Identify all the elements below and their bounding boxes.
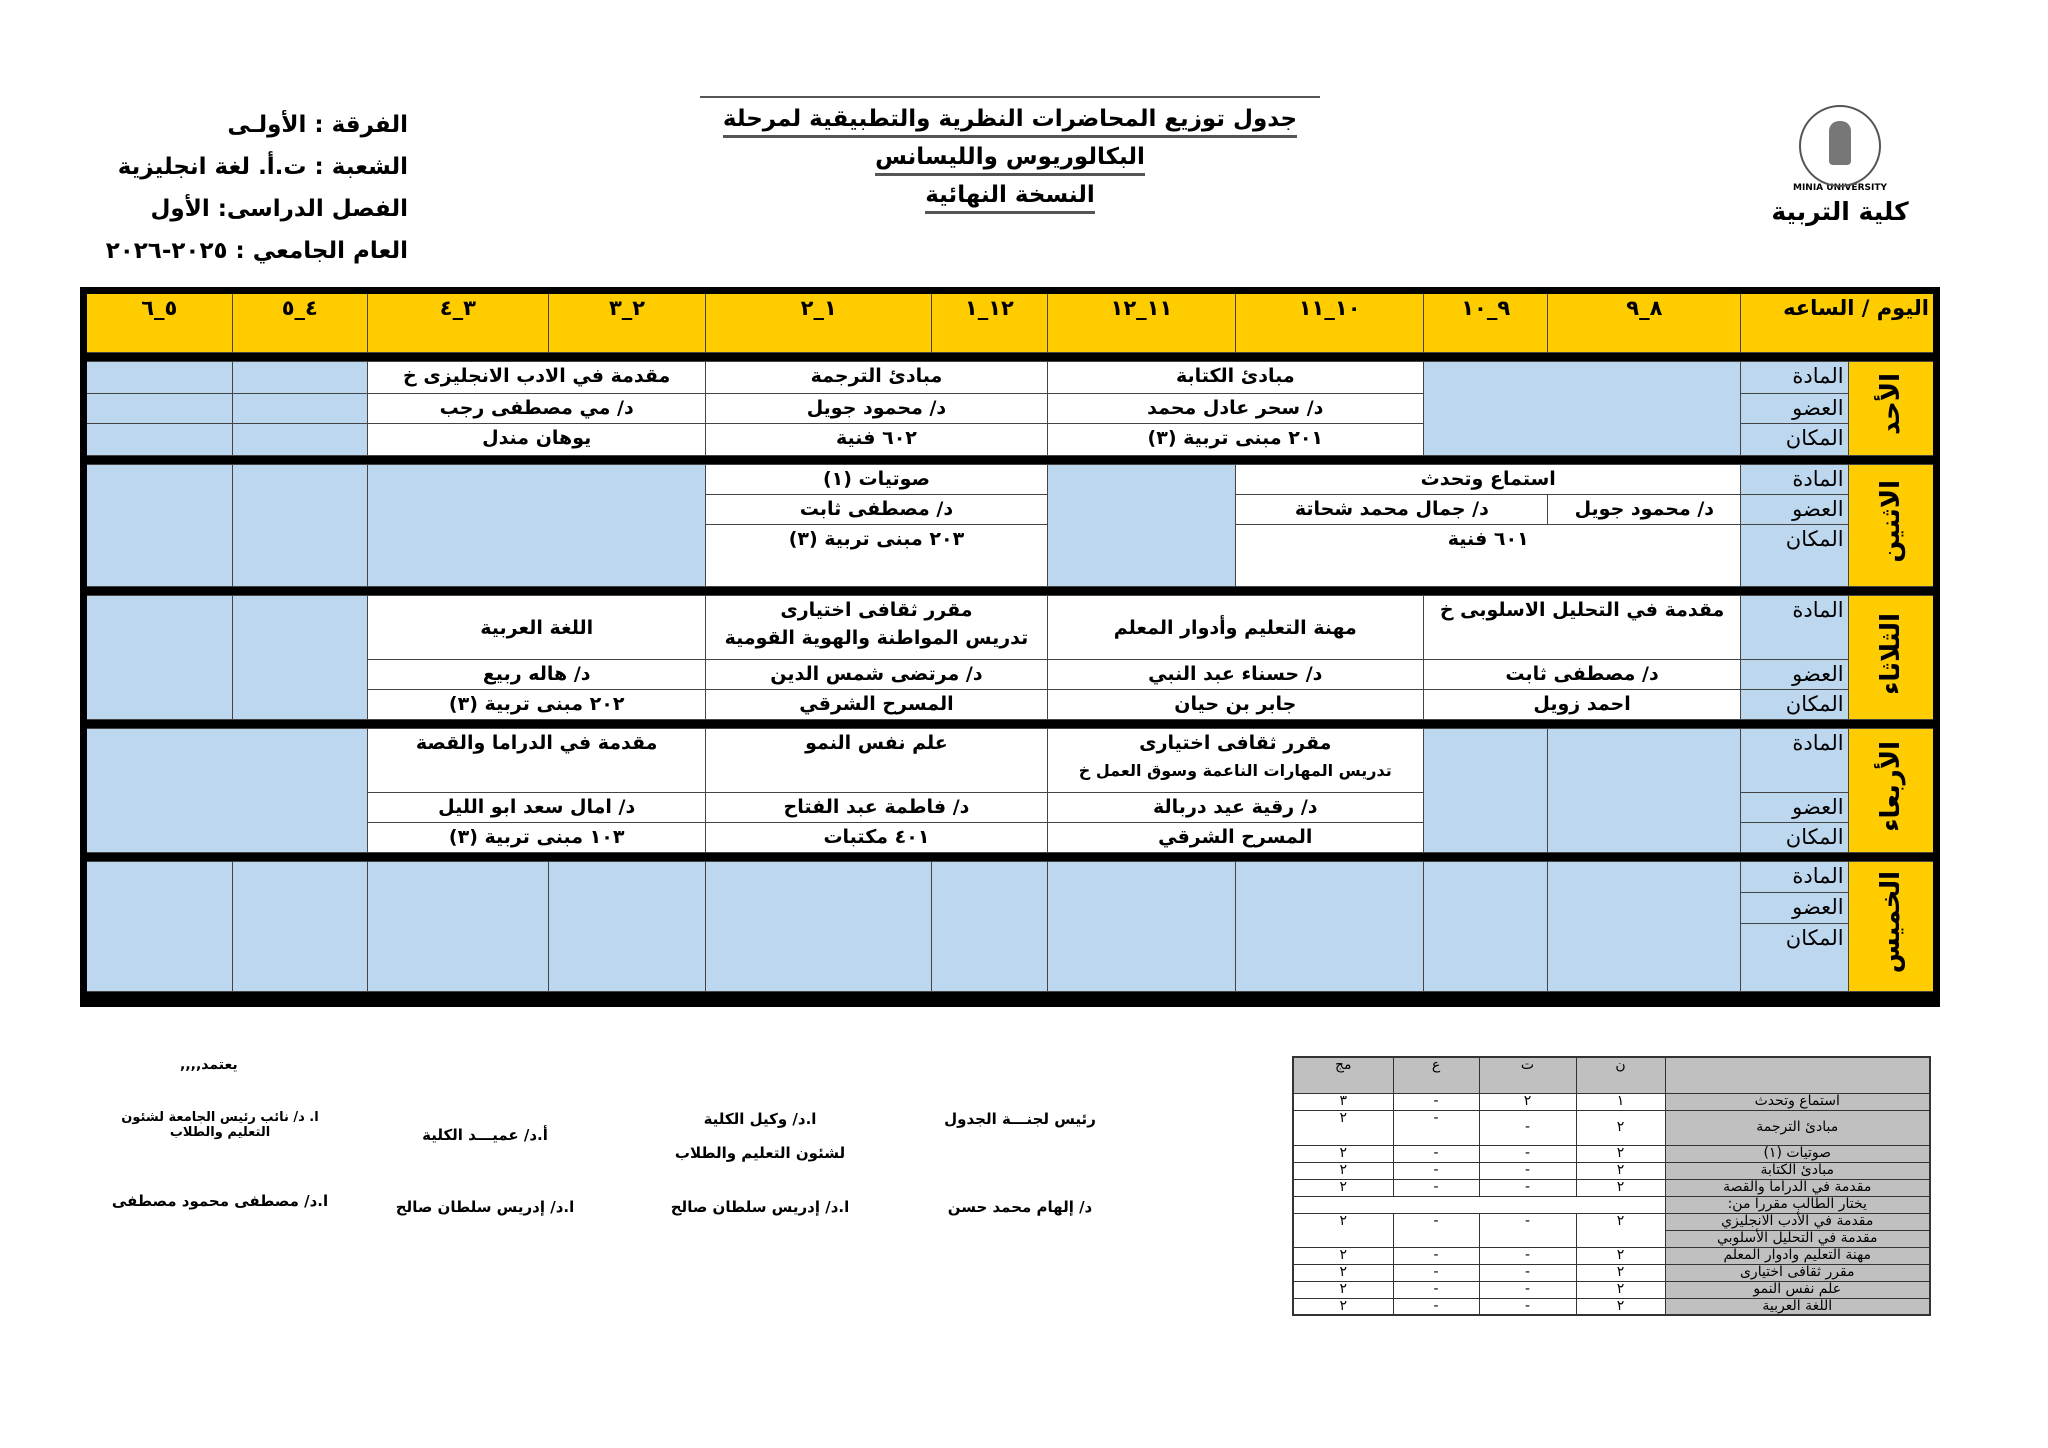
signature-block <box>100 1110 340 1209</box>
subject-cell: صوتيات (١) <box>706 465 1047 495</box>
subject-cell: مقدمة في الادب الانجليزى خ <box>368 362 706 394</box>
credit-row <box>1293 1110 1930 1145</box>
empty-slot <box>84 862 233 992</box>
credit-row <box>1293 1162 1930 1179</box>
day-thursday <box>1848 862 1936 992</box>
empty-slot <box>1047 465 1236 587</box>
credit-row <box>1293 1298 1930 1315</box>
course-name: مقدمة في التحليل الأسلوبي <box>1665 1230 1930 1247</box>
schedule-table <box>80 287 1940 1007</box>
theory: ٢ <box>1576 1264 1665 1281</box>
practical: - <box>1393 1247 1479 1264</box>
practical: - <box>1393 1264 1479 1281</box>
signature-name: ا.د/ إدريس سلطان صالح <box>395 1198 575 1216</box>
hours-header-row <box>84 291 1937 353</box>
place-cell: ٤٠١ مكتبات <box>706 823 1047 853</box>
subject-cell: مهنة التعليم وأدوار المعلم <box>1047 596 1423 660</box>
header-total: مج <box>1293 1057 1393 1093</box>
hour-header: ٢_٣ <box>548 291 706 353</box>
place-cell: ٢٠١ مبنى تربية (٣) <box>1047 424 1423 456</box>
row-label-member: العضو <box>1741 893 1848 924</box>
row-separator <box>84 456 1937 465</box>
row-label-member: العضو <box>1741 394 1848 424</box>
member-cell: د/ هاله ربيع <box>368 660 706 690</box>
member-cell: د/ مصطفى ثابت <box>1423 660 1740 690</box>
exercise: - <box>1479 1264 1576 1281</box>
total: ٢ <box>1293 1110 1393 1145</box>
total: ٢ <box>1293 1145 1393 1162</box>
empty-slot <box>232 424 368 456</box>
row-label-place: المكان <box>1741 924 1848 992</box>
document-info <box>106 104 408 272</box>
credit-row <box>1293 1247 1930 1264</box>
total: ٢ <box>1293 1162 1393 1179</box>
subject-cell <box>1047 729 1423 793</box>
row-label-subject: المادة <box>1741 465 1848 495</box>
member-cell: د/ سحر عادل محمد <box>1047 394 1423 424</box>
place-cell: ٦٠٢ فنية <box>706 424 1047 456</box>
monday-subject-row <box>84 465 1937 495</box>
subject-name: مقرر ثقافى اختيارى <box>780 599 973 621</box>
exercise: - <box>1479 1162 1576 1179</box>
exercise: - <box>1479 1281 1576 1298</box>
theory: ٢ <box>1576 1145 1665 1162</box>
day-name: الثلاثاء <box>1875 612 1906 695</box>
empty-slot <box>84 362 233 394</box>
member-cell: د/ مصطفى ثابت <box>706 495 1047 525</box>
logo-text: MINIA UNIVERSITY <box>1792 183 1887 193</box>
signature-name: ا.د/ مصطفى محمود مصطفى <box>111 1192 329 1210</box>
row-label-subject: المادة <box>1741 862 1848 893</box>
hour-header: ٥_٦ <box>84 291 233 353</box>
theory: ٢ <box>1576 1247 1665 1264</box>
empty-slot <box>368 862 549 992</box>
theory: ٢ <box>1576 1179 1665 1196</box>
empty-slot <box>706 862 932 992</box>
empty-slot <box>232 362 368 394</box>
thursday-subject-row <box>84 862 1937 893</box>
hour-header: ١٢_١ <box>932 291 1047 353</box>
faculty-name: كلية التربية <box>1771 197 1909 226</box>
nefertiti-emblem-icon <box>1799 105 1881 187</box>
semester: الفصل الدراسى: الأول <box>150 196 408 222</box>
day-name: الاثنين <box>1875 480 1906 563</box>
university-logo <box>1770 105 1910 226</box>
member-cell: د/ حسناء عبد النبي <box>1047 660 1423 690</box>
row-label-place: المكان <box>1741 424 1848 456</box>
row-label-place: المكان <box>1741 690 1848 720</box>
hour-header: ١٠_١١ <box>1236 291 1424 353</box>
total: ٣ <box>1293 1093 1393 1110</box>
place-cell: احمد زويل <box>1423 690 1740 720</box>
credit-row <box>1293 1213 1930 1230</box>
place-cell: ٢٠٣ مبنى تربية (٣) <box>706 525 1047 587</box>
signature-title-line-2: لشئون التعليم والطلاب <box>674 1144 846 1162</box>
practical: - <box>1393 1298 1479 1315</box>
day-name: الأحد <box>1875 373 1906 436</box>
signature-title: أ.د/ عميـــد الكلية <box>422 1126 548 1144</box>
day-monday <box>1848 465 1936 587</box>
place-cell: المسرح الشرقي <box>1047 823 1423 853</box>
hour-header: ٩_١٠ <box>1423 291 1547 353</box>
approval-label: يعتمد,,,, <box>180 1057 238 1073</box>
title-line-3: النسخة النهائية <box>925 182 1095 214</box>
division: الشعبة : ت.أ. لغة انجليزية <box>117 154 408 180</box>
row-separator <box>84 853 1937 862</box>
course-name: مبادئ الكتابة <box>1665 1162 1930 1179</box>
row-label-subject: المادة <box>1741 729 1848 793</box>
empty-slot <box>232 465 368 587</box>
signature-block <box>365 1126 605 1216</box>
header-theory: ن <box>1576 1057 1665 1093</box>
theory: ٢ <box>1576 1281 1665 1298</box>
credit-row <box>1293 1196 1930 1213</box>
subject-note: تدريس المواطنة والهوية القومية <box>724 627 1029 649</box>
signature-title-line-2: التعليم والطلاب <box>169 1125 271 1140</box>
empty-slot <box>1236 862 1424 992</box>
total: ٢ <box>1293 1179 1393 1196</box>
empty-slot <box>1423 862 1547 992</box>
row-separator <box>84 992 1937 1004</box>
exercise: - <box>1479 1179 1576 1196</box>
practical: - <box>1393 1281 1479 1298</box>
hour-header: ١_٢ <box>706 291 932 353</box>
title-line-2: البكالوريوس والليسانس <box>875 144 1145 176</box>
practical: - <box>1393 1145 1479 1162</box>
row-label-place: المكان <box>1741 525 1848 587</box>
course-name: مقرر ثقافى اختيارى <box>1665 1264 1930 1281</box>
exercise: - <box>1479 1110 1576 1145</box>
empty-slot <box>548 862 706 992</box>
empty-slot <box>84 424 233 456</box>
hour-header: ٣_٤ <box>368 291 549 353</box>
subject-cell: مقدمة في التحليل الاسلوبى خ <box>1423 596 1740 660</box>
course-name: استماع وتحدث <box>1665 1093 1930 1110</box>
subject-cell: اللغة العربية <box>368 596 706 660</box>
subject-note: تدريس المهارات الناعمة وسوق العمل خ <box>1078 761 1392 780</box>
row-label-member: العضو <box>1741 495 1848 525</box>
credit-header-row <box>1293 1057 1930 1093</box>
course-name: يختار الطالب مقررا من: <box>1665 1196 1930 1213</box>
exercise: - <box>1479 1298 1576 1315</box>
blank <box>1293 1196 1665 1213</box>
hour-header: ٤_٥ <box>232 291 368 353</box>
signature-title: ا. د/ نائب رئيس الجامعة لشئون <box>121 1110 319 1125</box>
signature-title: رئيس لجنـــة الجدول <box>944 1110 1096 1128</box>
empty-slot <box>1423 362 1740 456</box>
course-name: مهنة التعليم وادوار المعلم <box>1665 1247 1930 1264</box>
place-cell: ١٠٣ مبنى تربية (٣) <box>368 823 706 853</box>
practical: - <box>1393 1093 1479 1110</box>
total: ٢ <box>1293 1281 1393 1298</box>
document-title <box>700 96 1320 220</box>
day-name: الأربعاء <box>1875 741 1906 832</box>
signature-title: ا.د/ وكيل الكلية <box>703 1110 817 1128</box>
empty-slot <box>1548 729 1741 853</box>
header-practical: ع <box>1393 1057 1479 1093</box>
credit-row <box>1293 1145 1930 1162</box>
exercise: - <box>1479 1247 1576 1264</box>
empty-slot <box>368 465 706 587</box>
member-cell: د/ رقية عيد دربالة <box>1047 793 1423 823</box>
sunday-subject-row <box>84 362 1937 394</box>
theory: ٢ <box>1576 1213 1665 1247</box>
member-cell: د/ مي مصطفى رجب <box>368 394 706 424</box>
theory: ٢ <box>1576 1298 1665 1315</box>
empty-slot <box>1423 729 1547 853</box>
row-label-member: العضو <box>1741 660 1848 690</box>
empty-slot <box>232 596 368 720</box>
total: ٢ <box>1293 1247 1393 1264</box>
course-name: صوتيات (١) <box>1665 1145 1930 1162</box>
credit-row <box>1293 1179 1930 1196</box>
total: ٢ <box>1293 1298 1393 1315</box>
credit-row <box>1293 1093 1930 1110</box>
signature-block <box>640 1110 880 1216</box>
row-label-place: المكان <box>1741 823 1848 853</box>
hour-header: ١١_١٢ <box>1047 291 1236 353</box>
day-hour-header: اليوم / الساعه <box>1741 291 1937 353</box>
exercise: - <box>1479 1145 1576 1162</box>
total: ٢ <box>1293 1264 1393 1281</box>
row-label-subject: المادة <box>1741 362 1848 394</box>
hour-header: ٨_٩ <box>1548 291 1741 353</box>
member-cell: د/ مرتضى شمس الدين <box>706 660 1047 690</box>
day-wednesday <box>1848 729 1936 853</box>
title-line-1: جدول توزيع المحاضرات النظرية والتطبيقية لمرحلة <box>723 106 1297 138</box>
place-cell: المسرح الشرقي <box>706 690 1047 720</box>
practical: - <box>1393 1179 1479 1196</box>
member-cell: د/ امال سعد ابو الليل <box>368 793 706 823</box>
exercise: ٢ <box>1479 1093 1576 1110</box>
academic-year: العام الجامعي : ٢٠٢٥-٢٠٢٦ <box>105 238 408 264</box>
member-cell: د/ فاطمة عبد الفتاح <box>706 793 1047 823</box>
row-separator <box>84 720 1937 729</box>
credit-hours-table <box>1292 1056 1931 1316</box>
empty-slot <box>232 862 368 992</box>
empty-slot <box>84 596 233 720</box>
place-cell: يوهان مندل <box>368 424 706 456</box>
practical: - <box>1393 1213 1479 1247</box>
day-name: الخميس <box>1875 871 1906 974</box>
course-name: اللغة العربية <box>1665 1298 1930 1315</box>
divider <box>700 96 1320 98</box>
place-cell: ٦٠١ فنية <box>1236 525 1741 587</box>
credit-row <box>1293 1281 1930 1298</box>
signature-block <box>900 1110 1140 1216</box>
subject-name: مقرر ثقافى اختيارى <box>1139 732 1332 754</box>
practical: - <box>1393 1162 1479 1179</box>
total: ٢ <box>1293 1213 1393 1247</box>
subject-cell: استماع وتحدث <box>1236 465 1741 495</box>
subject-cell: مبادئ الترجمة <box>706 362 1047 394</box>
member-cell: د/ جمال محمد شحاتة <box>1236 495 1548 525</box>
credit-row <box>1293 1264 1930 1281</box>
theory: ٢ <box>1576 1162 1665 1179</box>
wednesday-subject-row <box>84 729 1937 793</box>
row-label-member: العضو <box>1741 793 1848 823</box>
place-cell: جابر بن حيان <box>1047 690 1423 720</box>
level: الفرقة : الأولـى <box>227 112 408 138</box>
subject-cell <box>706 596 1047 660</box>
exercise: - <box>1479 1213 1576 1247</box>
header-course <box>1665 1057 1930 1093</box>
row-label-subject: المادة <box>1741 596 1848 660</box>
theory: ١ <box>1576 1093 1665 1110</box>
empty-slot <box>232 394 368 424</box>
empty-slot <box>1548 862 1741 992</box>
course-name: مبادئ الترجمة <box>1665 1110 1930 1145</box>
empty-slot <box>932 862 1047 992</box>
day-tuesday <box>1848 596 1936 720</box>
signature-name: ا.د/ إدريس سلطان صالح <box>670 1198 850 1216</box>
course-name: مقدمة في الدراما والقصة <box>1665 1179 1930 1196</box>
subject-cell: علم نفس النمو <box>706 729 1047 793</box>
empty-slot <box>1047 862 1236 992</box>
subject-cell: مبادئ الكتابة <box>1047 362 1423 394</box>
signature-name: د/ إلهام محمد حسن <box>947 1198 1093 1216</box>
theory: ٢ <box>1576 1110 1665 1145</box>
member-cell: د/ محمود جويل <box>1548 495 1741 525</box>
row-separator <box>84 353 1937 362</box>
practical: - <box>1393 1110 1479 1145</box>
day-sunday <box>1848 362 1936 456</box>
empty-slot <box>84 394 233 424</box>
course-name: علم نفس النمو <box>1665 1281 1930 1298</box>
tuesday-subject-row <box>84 596 1937 660</box>
member-cell: د/ محمود جويل <box>706 394 1047 424</box>
place-cell: ٢٠٢ مبنى تربية (٣) <box>368 690 706 720</box>
subject-cell: مقدمة في الدراما والقصة <box>368 729 706 793</box>
row-separator <box>84 587 1937 596</box>
empty-slot <box>84 729 368 853</box>
empty-slot <box>84 465 233 587</box>
course-name: مقدمة في الأدب الانجليزي <box>1665 1213 1930 1230</box>
header-exercise: ت <box>1479 1057 1576 1093</box>
